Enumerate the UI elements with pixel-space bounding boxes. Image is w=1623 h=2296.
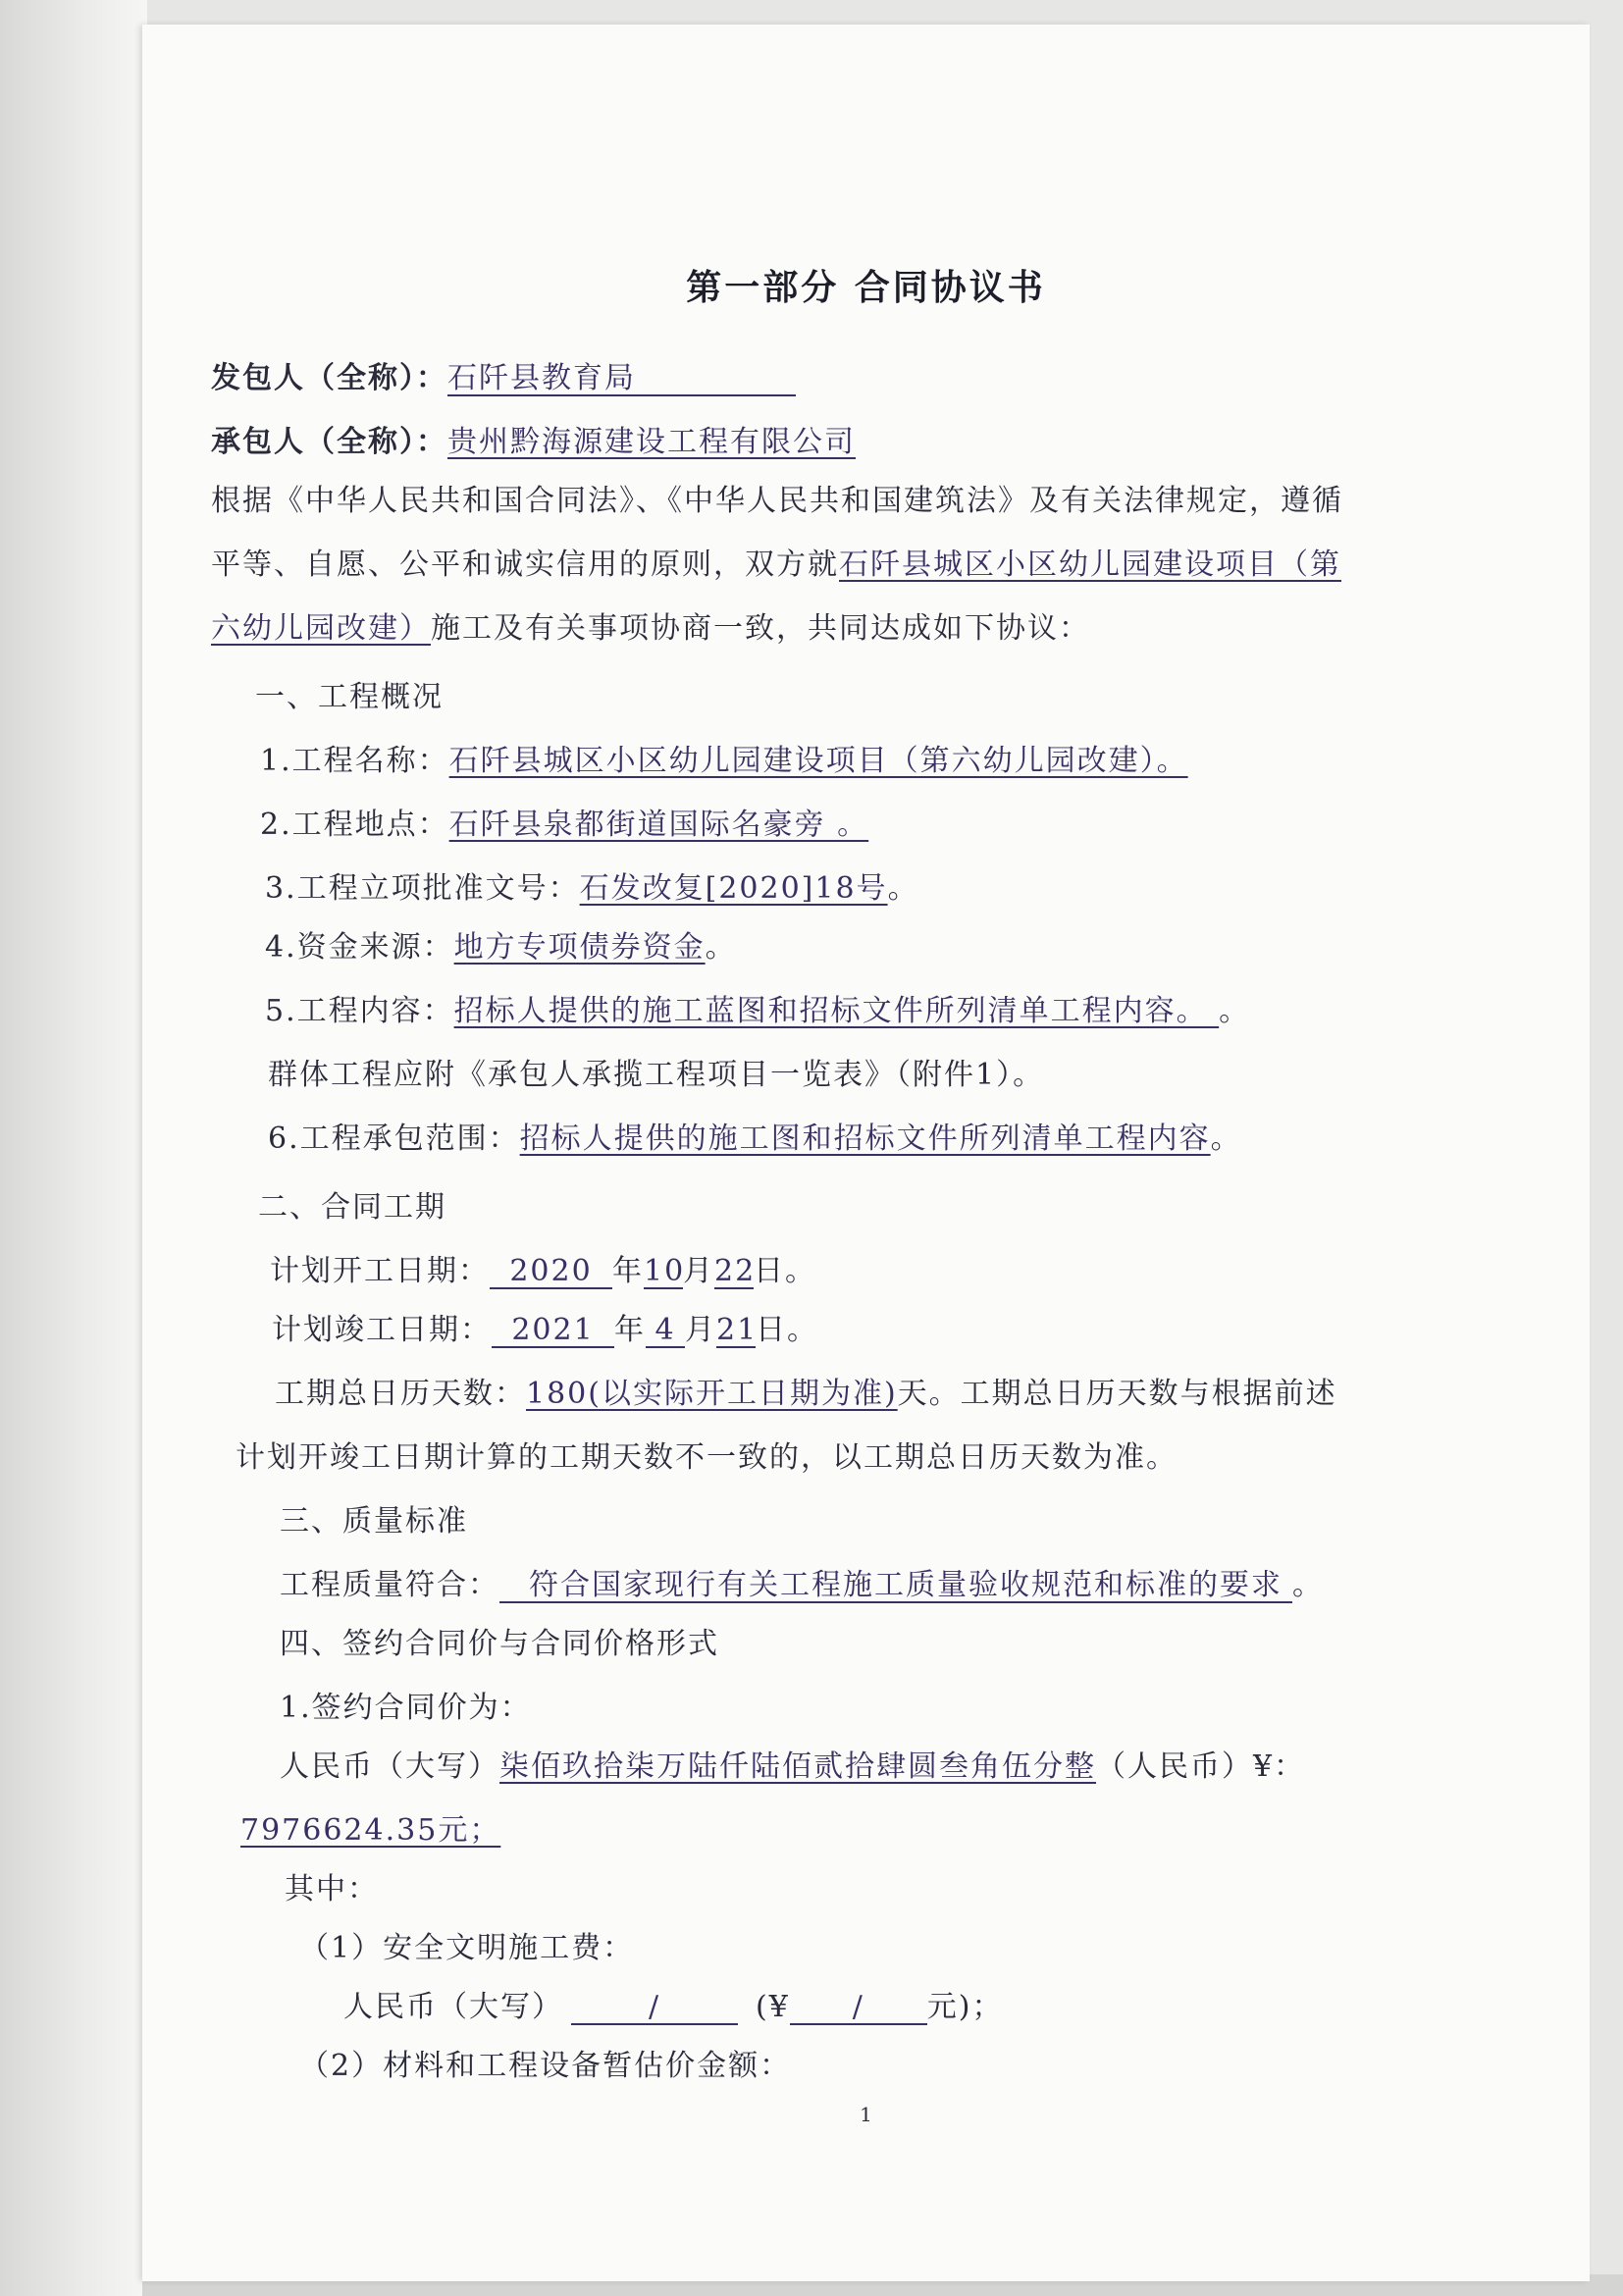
start-year: 2020 xyxy=(490,1255,612,1289)
yen-open: (¥ xyxy=(756,1990,790,2024)
end-date-label: 计划竣工日期： xyxy=(272,1313,492,1347)
section1-heading: 一、工程概况 xyxy=(255,680,444,714)
duration-label: 工期总日历天数： xyxy=(275,1377,526,1411)
start-month-unit: 月 xyxy=(683,1254,714,1288)
start-day-unit: 日。 xyxy=(754,1254,816,1288)
employer-value: 石阡县教育局 xyxy=(447,362,796,396)
duration-line-2: 计划开竣工日期计算的工期天数不一致的，以工期总日历天数为准。 xyxy=(236,1440,1178,1475)
section3-heading: 三、质量标准 xyxy=(280,1504,468,1539)
employer-label: 发包人（全称）： xyxy=(211,361,447,395)
document-page xyxy=(142,25,1590,2281)
start-date-label: 计划开工日期： xyxy=(270,1254,490,1288)
funding-line xyxy=(265,922,737,965)
intro-line-2-text: 平等、自愿、公平和诚实信用的原则，双方就 xyxy=(211,548,839,582)
end-day-unit: 日。 xyxy=(756,1313,818,1347)
safety-rmb-label: 人民币（大写） xyxy=(343,1990,563,2024)
scope-end: 。 xyxy=(1210,1122,1242,1156)
safety-rmb-value: / xyxy=(571,1991,738,2025)
page-number: 1 xyxy=(860,2103,872,2126)
end-date-line xyxy=(272,1305,818,1348)
safety-fee-label: （1）安全文明施工费： xyxy=(299,1931,635,1965)
group-note: 群体工程应附《承包人承揽工程项目一览表》（附件1）。 xyxy=(268,1058,1045,1092)
funding-end: 。 xyxy=(705,930,737,965)
contract-amount-line xyxy=(240,1805,500,1849)
approval-line xyxy=(265,863,919,907)
employer-line xyxy=(211,353,796,396)
intro-line-3 xyxy=(211,603,1090,647)
end-year-unit: 年 xyxy=(614,1313,646,1347)
quality-end: 。 xyxy=(1292,1568,1324,1602)
scope-line xyxy=(268,1114,1242,1157)
approval-label: 3.工程立项批准文号： xyxy=(265,871,580,906)
duration-value: 180(以实际开工日期为准) xyxy=(526,1377,898,1411)
scan-left-edge xyxy=(0,0,147,2296)
rmb-label: 人民币（大写） xyxy=(280,1749,499,1784)
section2-heading: 二、合同工期 xyxy=(258,1190,446,1225)
intro-line-3-text: 施工及有关事项协商一致，共同达成如下协议： xyxy=(431,611,1090,646)
contract-price-line xyxy=(280,1742,1305,1785)
funding-label: 4.资金来源： xyxy=(265,930,454,965)
quality-line xyxy=(280,1560,1324,1603)
intro-line-2 xyxy=(211,540,1341,583)
safety-yen-value: / xyxy=(790,1991,927,2025)
start-month: 10 xyxy=(644,1254,686,1288)
funding-value: 地方专项债券资金 xyxy=(453,930,706,965)
content-end: 。 xyxy=(1219,994,1251,1028)
approval-value: 石发改复[2020]18号 xyxy=(579,871,888,906)
project-location-label: 2.工程地点： xyxy=(260,808,449,842)
scope-value: 招标人提供的施工图和招标文件所列清单工程内容 xyxy=(519,1122,1211,1156)
yuan-close: 元)； xyxy=(926,1990,1004,2024)
material-estimate-label: （2）材料和工程设备暂估价金额： xyxy=(299,2049,792,2083)
approval-end: 。 xyxy=(887,871,919,906)
end-month-unit: 月 xyxy=(685,1313,716,1347)
contract-price-label: 1.签约合同价为： xyxy=(280,1691,532,1725)
start-date-line xyxy=(270,1246,816,1289)
duration-text: 天。工期总日历天数与根据前述 xyxy=(897,1377,1337,1411)
quality-label: 工程质量符合： xyxy=(280,1568,499,1602)
content-value: 招标人提供的施工蓝图和招标文件所列清单工程内容。 xyxy=(453,994,1220,1028)
project-name-label: 1.工程名称： xyxy=(260,744,449,778)
project-name-line xyxy=(260,736,1188,779)
project-name-value: 石阡县城区小区幼儿园建设项目（第六幼儿园改建）。 xyxy=(448,744,1188,778)
end-day: 21 xyxy=(716,1313,759,1347)
contractor-value: 贵州黔海源建设工程有限公司 xyxy=(447,425,856,459)
duration-line xyxy=(275,1369,1337,1412)
rmb-post: （人民币）¥： xyxy=(1096,1749,1306,1784)
contractor-line xyxy=(211,417,856,460)
content-line xyxy=(265,986,1250,1029)
intro-line-1: 根据《中华人民共和国合同法》、《中华人民共和国建筑法》及有关法律规定，遵循 xyxy=(211,484,1343,518)
end-month: 4 xyxy=(646,1314,685,1348)
of-which-label: 其中： xyxy=(285,1872,379,1906)
contract-amount: 7976624.35元； xyxy=(240,1813,501,1848)
intro-project-name-part1: 石阡县城区小区幼儿园建设项目（第 xyxy=(839,548,1341,582)
safety-fee-line xyxy=(343,1982,1004,2025)
start-day: 22 xyxy=(714,1254,757,1288)
intro-project-name-part2: 六幼儿园改建） xyxy=(211,611,431,646)
start-year-unit: 年 xyxy=(612,1254,644,1288)
project-location-value: 石阡县泉都街道国际名豪旁 。 xyxy=(448,808,869,842)
content-label: 5.工程内容： xyxy=(265,994,454,1028)
document-title: 第一部分 合同协议书 xyxy=(686,268,1046,308)
project-location-line xyxy=(260,800,868,843)
scope-label: 6.工程承包范围： xyxy=(268,1122,520,1156)
rmb-capital-value: 柒佰玖拾柒万陆仟陆佰贰拾肆圆叁角伍分整 xyxy=(499,1749,1096,1784)
quality-value: 符合国家现行有关工程施工质量验收规范和标准的要求 xyxy=(499,1569,1292,1603)
end-year: 2021 xyxy=(492,1314,614,1348)
section4-heading: 四、签约合同价与合同价格形式 xyxy=(280,1627,719,1661)
contractor-label: 承包人（全称）： xyxy=(211,425,447,459)
